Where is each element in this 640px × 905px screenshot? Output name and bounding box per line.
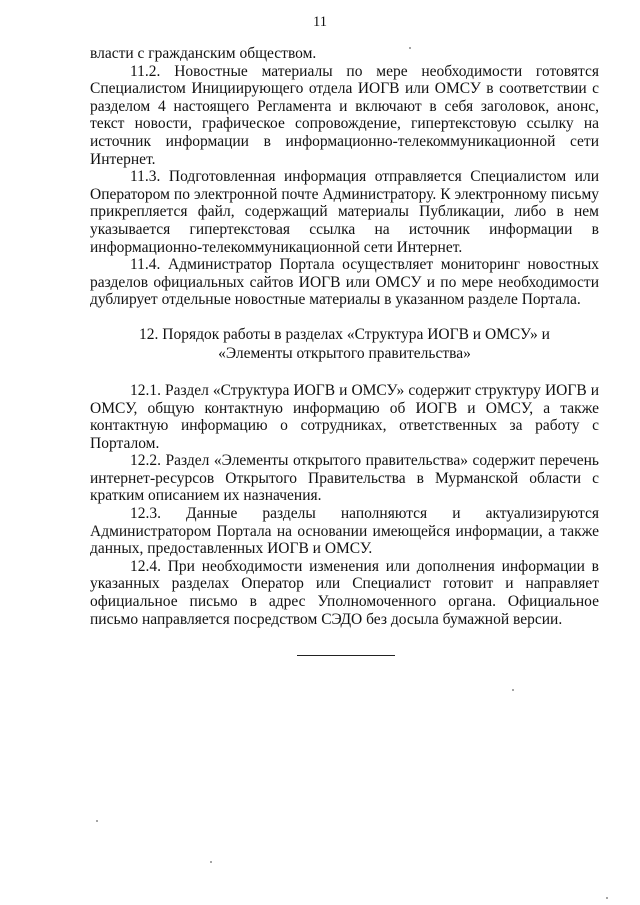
section-heading-line-1: 12. Порядок работы в разделах «Структура ИОГВ и ОМСУ» и [139, 325, 550, 343]
paragraph-12-3: 12.3. Данные разделы наполняются и актуализируются Администратором Портала на основании имеющейся информации, а также данных, предоставленных ИОГВ и ОМСУ. [90, 505, 599, 558]
paragraph-11-2: 11.2. Новостные материалы по мере необходимости готовятся Специалистом Инициирующего отдела ИОГВ или ОМСУ в соответствии с разделом 4 настоящего Регламента и включают в себя заголовок, анонс, текст новости, графическое сопровождение, гипертекстовую ссылку на источник информации в информационно-телекоммуникационной сети Интернет. [90, 62, 599, 168]
scan-speck [512, 689, 514, 691]
scan-speck [606, 897, 608, 899]
scan-speck [210, 861, 212, 863]
section-heading-line-2: «Элементы открытого правительства» [218, 344, 471, 362]
page-number: 11 [313, 14, 327, 30]
paragraph-12-2: 12.2. Раздел «Элементы открытого правительства» содержит перечень интернет-ресурсов Открытого Правительства в Мурманской области с кратким описанием их назначения. [90, 452, 599, 505]
paragraph-11-3: 11.3. Подготовленная информация отправляется Специалистом или Оператором по электронной почте Администратору. К электронному письму прикрепляется файл, содержащий материалы Публикации, либо в нем указывается гипертекстовая ссылка на источник информации в информационно-телекоммуникационной сети Интернет. [90, 168, 599, 256]
paragraph-continuation: власти с гражданским обществом. [90, 45, 317, 62]
section-heading-12 [90, 325, 599, 363]
paragraph-11-4: 11.4. Администратор Портала осуществляет мониторинг новостных разделов официальных сайтов ИОГВ или ОМСУ и по мере необходимости дублирует отдельные новостные материалы в указанном разделе Портала. [90, 256, 599, 309]
end-divider-line [297, 655, 395, 656]
scan-speck [409, 47, 411, 49]
document-body [90, 45, 599, 628]
paragraph-12-4: 12.4. При необходимости изменения или дополнения информации в указанных разделах Оператор или Специалист готовит и направляет официальное письмо в адрес Уполномоченного органа. Официальное письмо направляется посредством СЭДО без досыла бумажной версии. [90, 557, 599, 628]
scan-speck [96, 820, 98, 822]
paragraph-12-1: 12.1. Раздел «Структура ИОГВ и ОМСУ» содержит структуру ИОГВ и ОМСУ, общую контактную информацию об ИОГВ и ОМСУ, а также контактную информацию о сотрудниках, ответственных за работу с Порталом. [90, 381, 599, 452]
